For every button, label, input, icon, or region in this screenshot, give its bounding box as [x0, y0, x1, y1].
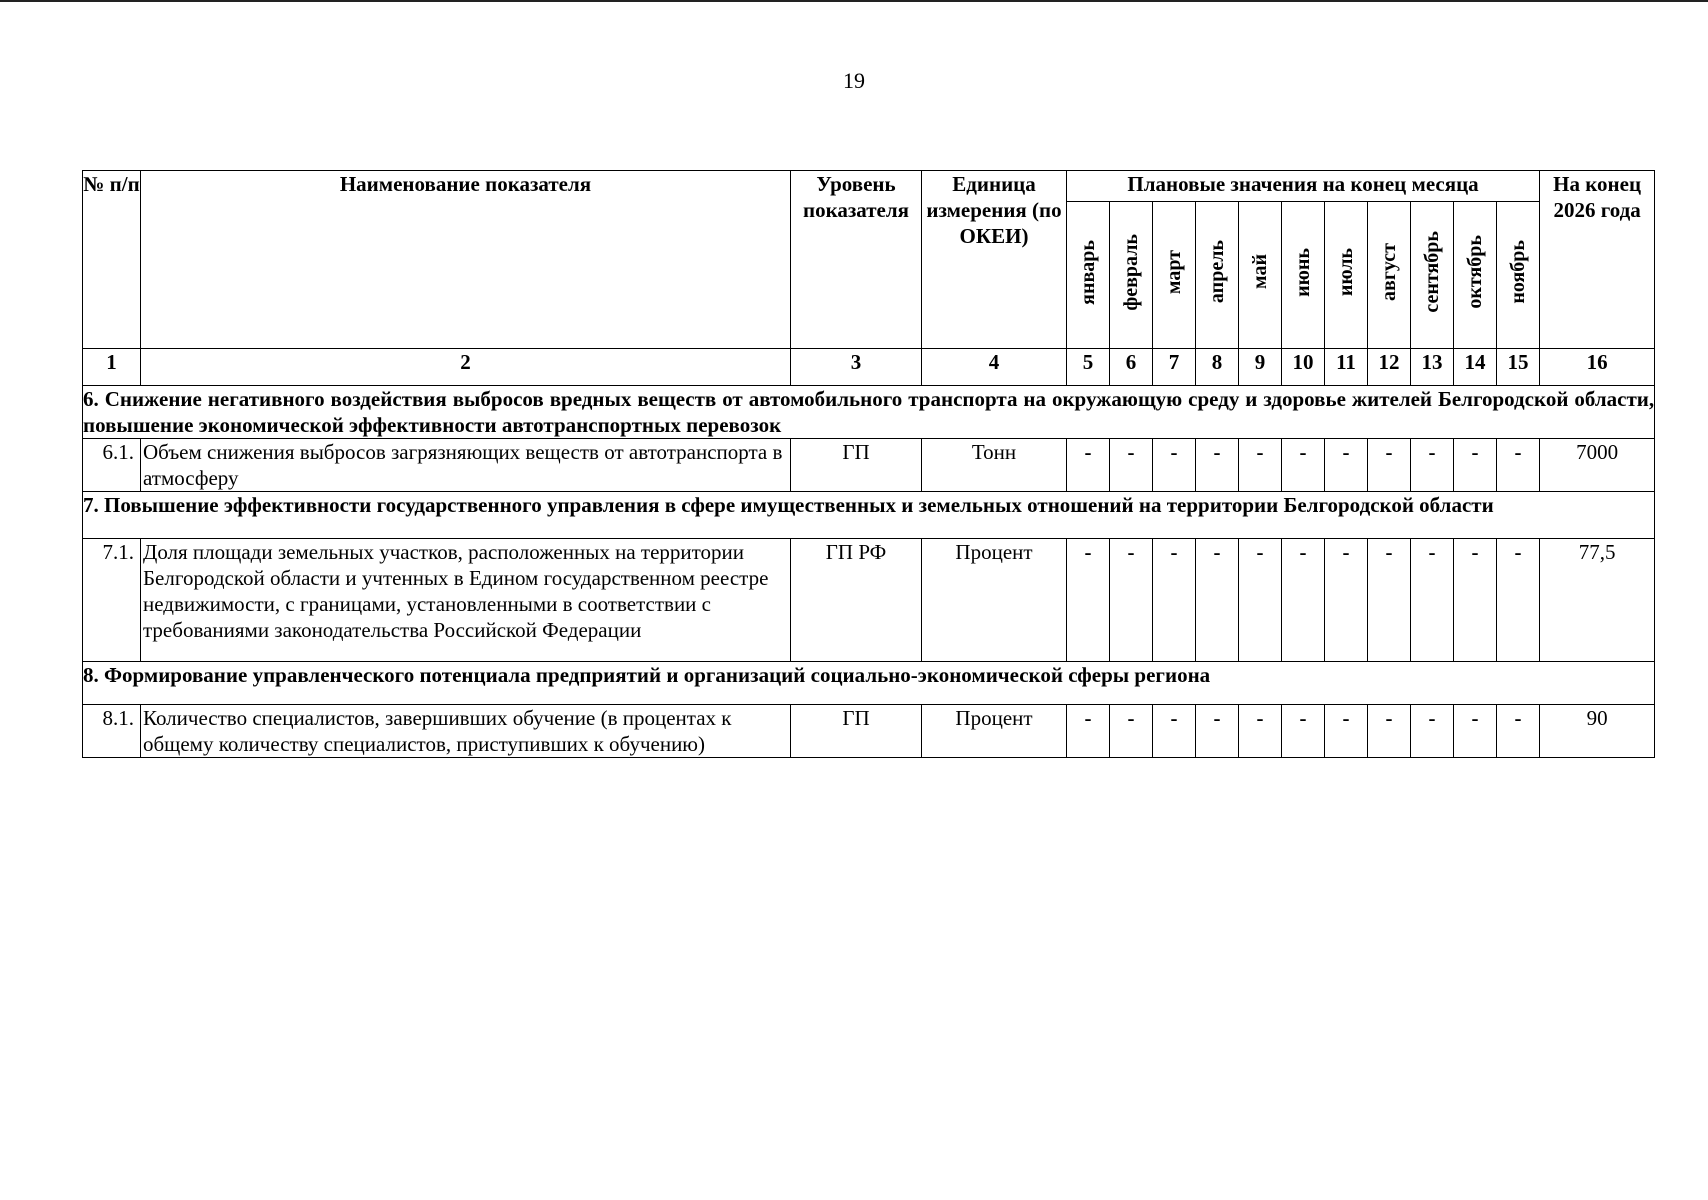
month-value: - — [1110, 439, 1153, 492]
month-value: - — [1497, 705, 1540, 758]
month-value: - — [1411, 439, 1454, 492]
indicator-name: Объем снижения выбросов загрязняющих веществ от автотранспорта в атмосферу — [141, 439, 791, 492]
column-number-8: 8 — [1196, 349, 1239, 386]
month-value: - — [1497, 539, 1540, 662]
month-value: - — [1153, 539, 1196, 662]
month-value: - — [1196, 439, 1239, 492]
month-value: - — [1067, 439, 1110, 492]
indicators-table — [82, 170, 1655, 758]
indicator-row — [83, 439, 1655, 492]
section-title: 6. Снижение негативного воздействия выбросов вредных веществ от автомобильного транспорта на окружающую среду и здоровье жителей Белгородской области, повышение экономической эффективности автотранспортных перевозок — [83, 387, 1655, 437]
indicator-unit: Процент — [922, 705, 1067, 758]
month-value: - — [1325, 705, 1368, 758]
month-value: - — [1282, 705, 1325, 758]
month-value: - — [1282, 539, 1325, 662]
header-month-3 — [1153, 202, 1196, 349]
indicator-name: Доля площади земельных участков, расположенных на территории Белгородской области и учтенных в Едином государственном реестре недвижимости, с границами, установленными в соответствии с требованиями законодательства Российской Федерации — [141, 539, 791, 662]
month-value: - — [1454, 705, 1497, 758]
month-value: - — [1239, 439, 1282, 492]
month-value: - — [1196, 705, 1239, 758]
header-year-end: На конец 2026 года — [1540, 171, 1655, 349]
month-value: - — [1196, 539, 1239, 662]
column-number-7: 7 — [1153, 349, 1196, 386]
column-numbers-row — [83, 349, 1655, 386]
indicator-unit: Тонн — [922, 439, 1067, 492]
indicator-level: ГП — [791, 705, 922, 758]
header-month-label: август — [1378, 243, 1400, 301]
header-month-7 — [1325, 202, 1368, 349]
header-month-11 — [1497, 202, 1540, 349]
month-value: - — [1325, 439, 1368, 492]
column-number-2: 2 — [141, 349, 791, 386]
header-level: Уровень показателя — [791, 171, 922, 349]
header-month-8 — [1368, 202, 1411, 349]
column-number-3: 3 — [791, 349, 922, 386]
month-value: - — [1497, 439, 1540, 492]
indicator-level: ГП — [791, 439, 922, 492]
month-value: - — [1454, 439, 1497, 492]
page-number: 19 — [843, 68, 865, 93]
indicator-name: Количество специалистов, завершивших обучение (в процентах к общему количеству специалистов, приступивших к обучению) — [141, 705, 791, 758]
month-value: - — [1239, 705, 1282, 758]
top-rule — [0, 0, 1708, 2]
month-value: - — [1411, 539, 1454, 662]
month-value: - — [1368, 705, 1411, 758]
column-number-15: 15 — [1497, 349, 1540, 386]
month-value: - — [1067, 539, 1110, 662]
header-month-label: сентябрь — [1421, 231, 1443, 313]
section-row — [83, 662, 1655, 705]
column-number-13: 13 — [1411, 349, 1454, 386]
indicator-number: 6.1. — [83, 439, 141, 492]
header-month-5 — [1239, 202, 1282, 349]
month-value: - — [1454, 539, 1497, 662]
month-value: - — [1239, 539, 1282, 662]
header-month-label: октябрь — [1464, 235, 1486, 309]
header-row — [83, 171, 1655, 202]
column-number-5: 5 — [1067, 349, 1110, 386]
month-value: - — [1153, 439, 1196, 492]
indicator-level: ГП РФ — [791, 539, 922, 662]
month-value: - — [1411, 705, 1454, 758]
header-month-label: июнь — [1292, 247, 1314, 297]
header-num: № п/п — [83, 171, 141, 349]
header-month-6 — [1282, 202, 1325, 349]
year-end-value: 7000 — [1540, 439, 1655, 492]
year-end-value: 90 — [1540, 705, 1655, 758]
month-value: - — [1110, 705, 1153, 758]
section-title: 8. Формирование управленческого потенциала предприятий и организаций социально-экономической сферы региона — [83, 662, 1655, 705]
column-number-14: 14 — [1454, 349, 1497, 386]
column-number-11: 11 — [1325, 349, 1368, 386]
column-number-4: 4 — [922, 349, 1067, 386]
header-month-2 — [1110, 202, 1153, 349]
column-number-10: 10 — [1282, 349, 1325, 386]
header-month-4 — [1196, 202, 1239, 349]
header-month-10 — [1454, 202, 1497, 349]
column-number-12: 12 — [1368, 349, 1411, 386]
header-month-label: июль — [1335, 247, 1357, 297]
month-value: - — [1325, 539, 1368, 662]
section-row — [83, 492, 1655, 539]
indicator-number: 7.1. — [83, 539, 141, 662]
month-value: - — [1153, 705, 1196, 758]
section-title: 7. Повышение эффективности государственного управления в сфере имущественных и земельных отношений на территории Белгородской области — [83, 492, 1655, 539]
header-unit: Единица измерения (по ОКЕИ) — [922, 171, 1067, 349]
header-month-label: январь — [1077, 239, 1099, 305]
header-month-label: март — [1163, 249, 1185, 295]
month-value: - — [1282, 439, 1325, 492]
month-value: - — [1110, 539, 1153, 662]
header-month-label: февраль — [1120, 233, 1142, 311]
month-value: - — [1368, 439, 1411, 492]
column-number-1: 1 — [83, 349, 141, 386]
month-value: - — [1067, 705, 1110, 758]
header-name: Наименование показателя — [141, 171, 791, 349]
indicator-number: 8.1. — [83, 705, 141, 758]
column-number-9: 9 — [1239, 349, 1282, 386]
month-value: - — [1368, 539, 1411, 662]
header-month-9 — [1411, 202, 1454, 349]
indicator-row — [83, 705, 1655, 758]
header-plan: Плановые значения на конец месяца — [1067, 171, 1540, 202]
indicator-row — [83, 539, 1655, 662]
column-number-16: 16 — [1540, 349, 1655, 386]
header-month-label: май — [1249, 254, 1271, 290]
column-number-6: 6 — [1110, 349, 1153, 386]
indicator-unit: Процент — [922, 539, 1067, 662]
year-end-value: 77,5 — [1540, 539, 1655, 662]
header-month-1 — [1067, 202, 1110, 349]
section-row — [83, 386, 1655, 439]
header-month-label: ноябрь — [1507, 240, 1530, 304]
header-month-label: апрель — [1206, 240, 1228, 304]
